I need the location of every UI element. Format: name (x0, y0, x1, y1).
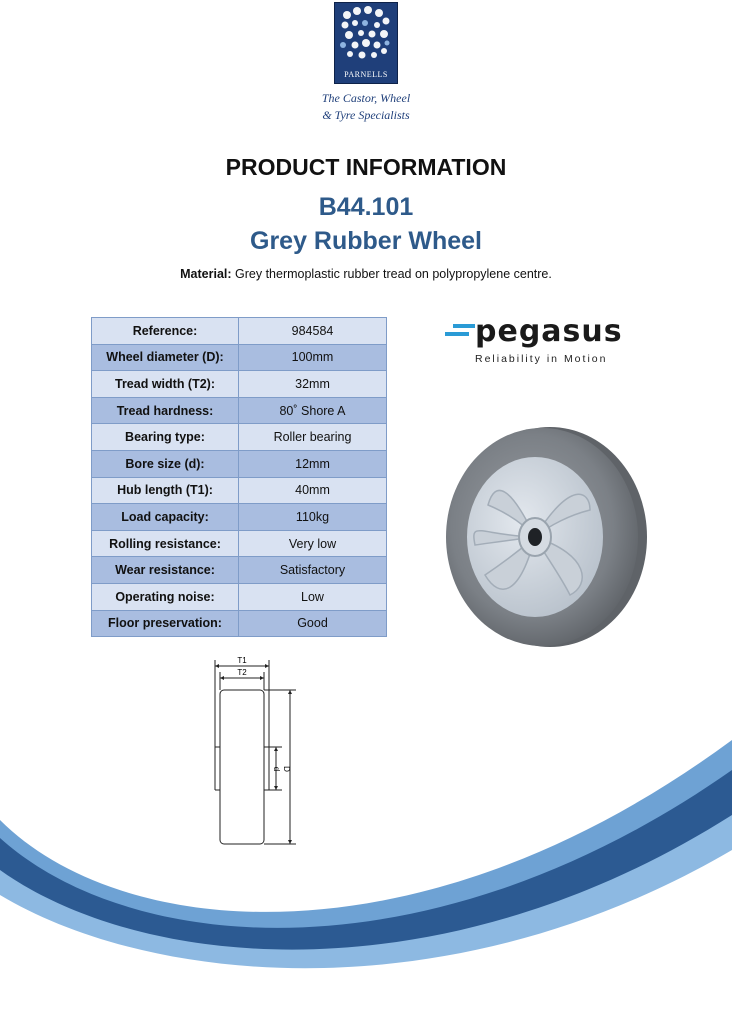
spec-key: Floor preservation: (92, 610, 239, 637)
spec-value: 110kg (239, 504, 387, 531)
spec-key: Load capacity: (92, 504, 239, 531)
spec-value: Low (239, 583, 387, 610)
product-name: Grey Rubber Wheel (250, 227, 482, 255)
spec-key: Wheel diameter (D): (92, 344, 239, 371)
spec-key: Wear resistance: (92, 557, 239, 584)
spec-key: Rolling resistance: (92, 530, 239, 557)
table-row (92, 504, 387, 531)
spec-key: Reference: (92, 318, 239, 345)
table-row (92, 583, 387, 610)
label-t1: T1 (237, 656, 247, 665)
label-d-large: D (282, 766, 291, 772)
spec-value: 40mm (239, 477, 387, 504)
table-row (92, 397, 387, 424)
pegasus-lines-icon (445, 322, 475, 344)
table-row (92, 450, 387, 477)
material-text: Grey thermoplastic rubber tread on polypropylene centre. (231, 267, 552, 281)
bottom-swoosh-decoration (0, 720, 732, 1024)
product-code: B44.101 (318, 193, 414, 221)
spec-value: Good (239, 610, 387, 637)
logo-emblem (334, 2, 398, 84)
table-row (92, 530, 387, 557)
spec-key: Hub length (T1): (92, 477, 239, 504)
spec-key: Bearing type: (92, 424, 239, 451)
label-t2: T2 (237, 668, 247, 677)
spec-table (91, 317, 387, 637)
logo-circles-icon (335, 3, 397, 69)
spec-value: 984584 (239, 318, 387, 345)
logo-text: PARNELLS (344, 70, 388, 79)
tagline-line-1: The Castor, Wheel (321, 91, 411, 105)
spec-value: Very low (239, 530, 387, 557)
table-row (92, 344, 387, 371)
table-row (92, 424, 387, 451)
table-row (92, 371, 387, 398)
brand-tagline (310, 90, 422, 124)
spec-key: Bore size (d): (92, 450, 239, 477)
table-row (92, 318, 387, 345)
spec-value: Satisfactory (239, 557, 387, 584)
spec-value: 80˚ Shore A (239, 397, 387, 424)
spec-value: Roller bearing (239, 424, 387, 451)
material-line (0, 267, 732, 281)
tagline-line-2: & Tyre Specialists (322, 108, 410, 122)
label-d-small: d (272, 766, 281, 772)
spec-value: 32mm (239, 371, 387, 398)
table-row (92, 610, 387, 637)
pegasus-slogan: Reliability in Motion (475, 353, 608, 365)
spec-key: Tread hardness: (92, 397, 239, 424)
pegasus-wordmark: pegasus (475, 314, 623, 349)
page-title: PRODUCT INFORMATION (225, 154, 507, 180)
material-label: Material: (180, 267, 232, 281)
spec-value: 100mm (239, 344, 387, 371)
table-row (92, 557, 387, 584)
wheel-image (440, 425, 650, 650)
spec-value: 12mm (239, 450, 387, 477)
pegasus-logo (445, 314, 625, 370)
spec-key: Operating noise: (92, 583, 239, 610)
table-row (92, 477, 387, 504)
spec-key: Tread width (T2): (92, 371, 239, 398)
